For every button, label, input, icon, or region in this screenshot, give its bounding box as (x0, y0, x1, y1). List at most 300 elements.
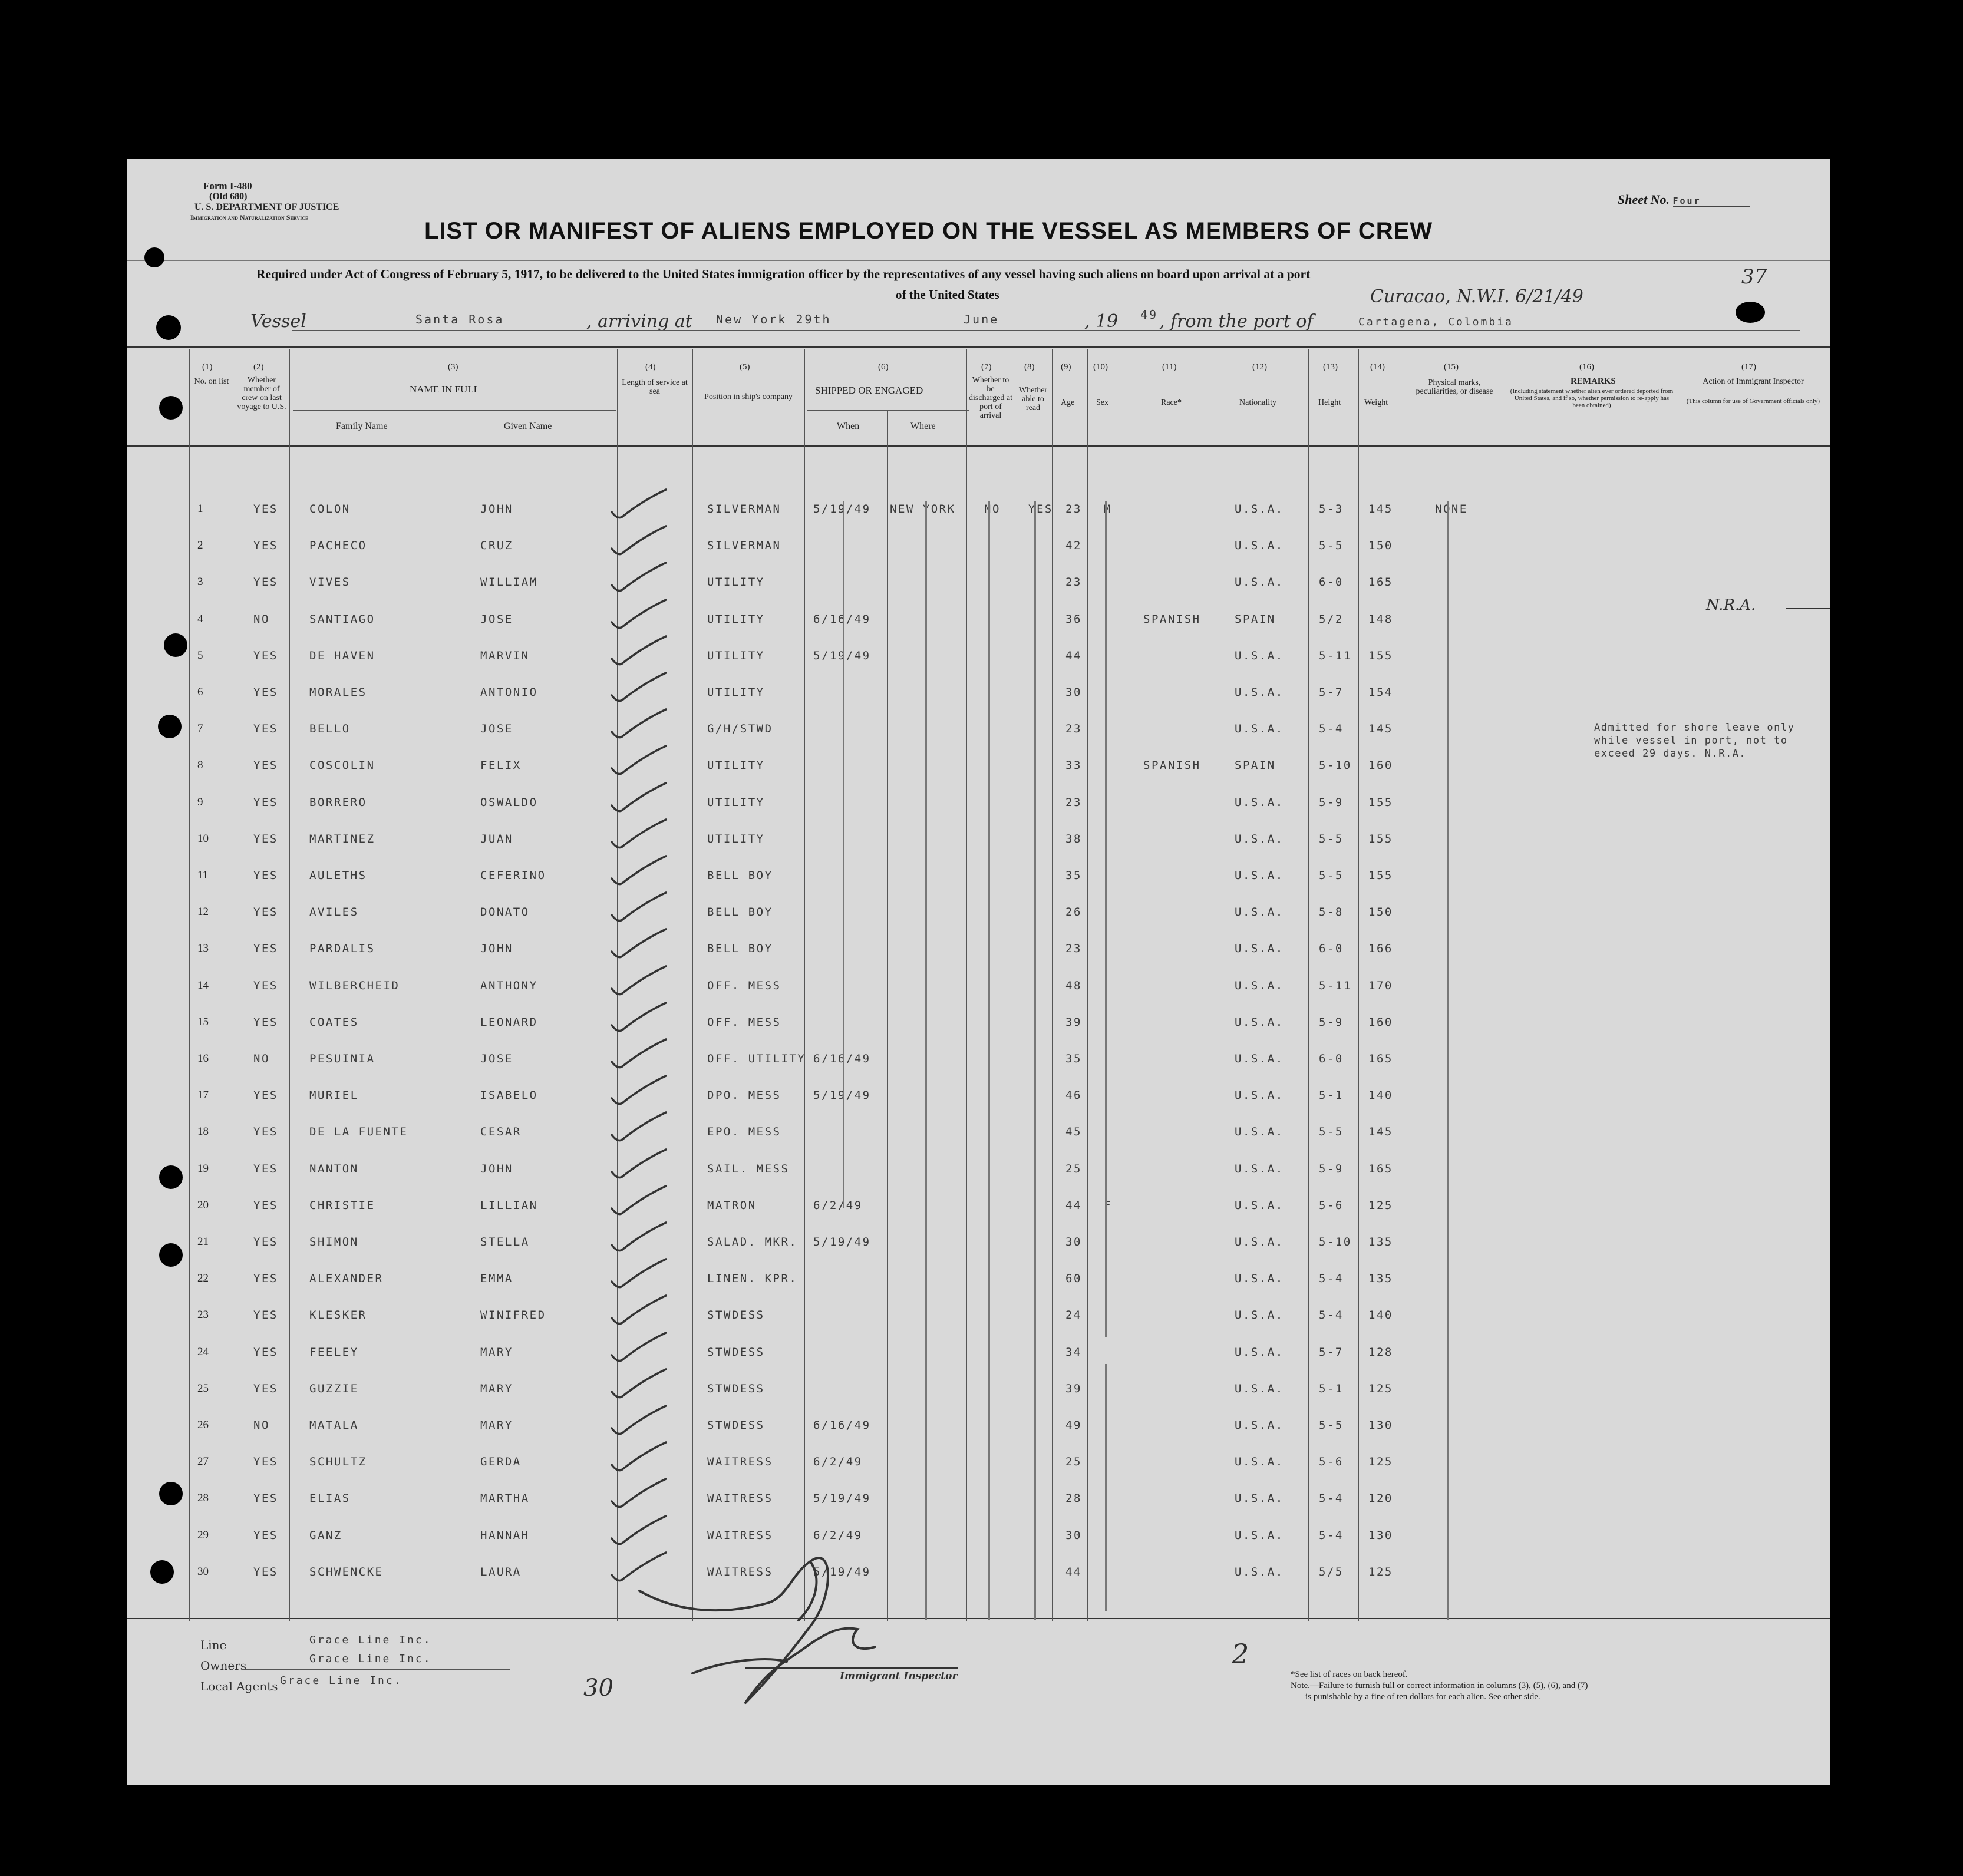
table-row (127, 1011, 1830, 1035)
table-row (127, 1194, 1830, 1218)
row-family-name: GANZ (309, 1528, 342, 1542)
row-position: SILVERMAN (707, 539, 781, 553)
header-c12-num: (12) (1252, 362, 1267, 372)
row-given-name: ANTHONY (480, 979, 538, 992)
vessel-label: Vessel (250, 311, 306, 332)
row-race: SPANISH (1143, 759, 1201, 772)
from-port-handwritten: Curacao, N.W.I. 6/21/49 (1370, 286, 1583, 307)
row-weight: 145 (1368, 503, 1393, 516)
row-position: SALAD. MKR. (707, 1236, 798, 1249)
row-shipped-when: 5/19/49 (813, 649, 871, 662)
row-prev-voyage: YES (253, 1162, 278, 1175)
row-weight: 155 (1368, 832, 1393, 845)
header-c10-num: (10) (1093, 362, 1108, 372)
form-department: U. S. DEPARTMENT OF JUSTICE (194, 202, 339, 212)
row-weight: 154 (1368, 686, 1393, 699)
row-height: 5-4 (1319, 1528, 1344, 1542)
row-shipped-when: 6/16/49 (813, 1052, 871, 1065)
row-number: 22 (197, 1272, 209, 1285)
row-number: 8 (197, 759, 203, 772)
punch-hole (159, 1243, 183, 1267)
row-position: UTILITY (707, 832, 765, 845)
row-family-name: ELIAS (309, 1492, 351, 1505)
row-shipped-when: 6/2/49 (813, 1198, 863, 1212)
row-number: 24 (197, 1345, 209, 1358)
row-nationality: U.S.A. (1235, 979, 1284, 992)
table-row (127, 1231, 1830, 1254)
check-mark-icon (607, 781, 672, 816)
row-weight: 165 (1368, 576, 1393, 589)
header-c2-num: (2) (253, 362, 264, 372)
table-row (127, 1561, 1830, 1584)
table-row (127, 975, 1830, 998)
row-age: 44 (1065, 649, 1082, 662)
footer-agents-label: Local Agents (200, 1679, 278, 1693)
row-shipped-when: 6/16/49 (813, 612, 871, 626)
row-family-name: DE HAVEN (309, 649, 375, 662)
row-number: 18 (197, 1125, 209, 1138)
header-c5: Position in ship's company (704, 392, 793, 401)
row-nationality: U.S.A. (1235, 1052, 1284, 1065)
row-height: 5-1 (1319, 1089, 1344, 1102)
row-shipped-when: 5/19/49 (813, 1492, 871, 1505)
row-age: 39 (1065, 1382, 1082, 1395)
row-number: 2 (197, 539, 203, 552)
header-c16-note: (Including statement whether alien ever ordered deported from United States, and if so, whether permission to re-apply has been obtained) (1510, 388, 1674, 409)
row-family-name: BORRERO (309, 795, 367, 809)
row-given-name: FELIX (480, 759, 522, 772)
row-nationality: U.S.A. (1235, 869, 1284, 882)
check-mark-icon (607, 1074, 672, 1109)
row-shipped-when: 5/19/49 (813, 503, 871, 516)
row-nationality: U.S.A. (1235, 1528, 1284, 1542)
sheet-value: Four (1673, 196, 1750, 207)
row-height: 5-4 (1319, 1492, 1344, 1505)
check-mark-icon (607, 1293, 672, 1329)
row-weight: 165 (1368, 1162, 1393, 1175)
row-given-name: JOSE (480, 612, 513, 626)
row-age: 23 (1065, 722, 1082, 736)
row-height: 5-9 (1319, 795, 1344, 809)
row-given-name: JOHN (480, 503, 513, 516)
row-nationality: U.S.A. (1235, 1089, 1284, 1102)
subtitle-line1: Required under Act of Congress of February 5, 1917, to be delivered to the United States immigration officer by the representatives of any vessel having such aliens on board upon arrival at a port (256, 267, 1311, 281)
row-number: 15 (197, 1015, 209, 1028)
row-height: 5-7 (1319, 1345, 1344, 1359)
header-c7: Whether to be discharged at port of arrival (969, 376, 1012, 420)
row-number: 23 (197, 1309, 209, 1322)
row-position: OFF. MESS (707, 979, 781, 992)
table-row (127, 534, 1830, 558)
row-family-name: COATES (309, 1015, 359, 1029)
manifest-sheet (127, 159, 1830, 1785)
row-age: 30 (1065, 1528, 1082, 1542)
table-row (127, 1414, 1830, 1438)
row-height: 5/2 (1319, 612, 1344, 626)
row-number: 11 (197, 869, 209, 881)
row-prev-voyage: YES (253, 1089, 278, 1102)
row-family-name: MORALES (309, 686, 367, 699)
check-mark-icon (607, 487, 672, 523)
row-weight: 150 (1368, 539, 1393, 553)
row-family-name: PARDALIS (309, 942, 375, 956)
check-mark-icon (607, 744, 672, 779)
page-mark: 37 (1741, 265, 1767, 289)
row-position: UTILITY (707, 649, 765, 662)
row-family-name: NANTON (309, 1162, 359, 1175)
table-row (127, 864, 1830, 888)
check-mark-icon (607, 707, 672, 742)
row-weight: 130 (1368, 1528, 1393, 1542)
header-c1-num: (1) (202, 362, 213, 372)
footer-note-penalty-2: is punishable by a fine of ten dollars for each alien. See other side. (1305, 1692, 1540, 1702)
row-family-name: VIVES (309, 576, 351, 589)
row-position: OFF. UTILITY (707, 1052, 806, 1065)
row-height: 5-8 (1319, 906, 1344, 919)
row-nationality: U.S.A. (1235, 722, 1284, 736)
header-c5-num: (5) (740, 362, 750, 372)
row-prev-voyage: YES (253, 1015, 278, 1029)
row-age: 23 (1065, 576, 1082, 589)
header-c8-num: (8) (1024, 362, 1035, 372)
row-prev-voyage: YES (253, 942, 278, 956)
row-prev-voyage: NO (253, 1419, 270, 1432)
table-row (127, 754, 1830, 778)
check-mark-icon (607, 1037, 672, 1072)
row-prev-voyage: YES (253, 906, 278, 919)
check-mark-icon (607, 927, 672, 962)
row-given-name: MARY (480, 1345, 513, 1359)
row-height: 5-10 (1319, 1236, 1352, 1249)
row-number: 19 (197, 1162, 209, 1175)
table-row (127, 791, 1830, 815)
table-row (127, 1121, 1830, 1144)
row-number: 29 (197, 1528, 209, 1541)
table-row (127, 1524, 1830, 1548)
table-row (127, 1084, 1830, 1108)
row-height: 6-0 (1319, 576, 1344, 589)
header-given-name: Given Name (504, 421, 552, 431)
row-weight: 140 (1368, 1089, 1393, 1102)
header-c4: Length of service at sea (622, 378, 688, 396)
row-physical-marks: NONE (1435, 503, 1468, 516)
footer-count-handwritten: 30 (583, 1674, 613, 1702)
header-c1: No. on list (194, 377, 229, 386)
row-height: 5-5 (1319, 539, 1344, 553)
check-mark-icon (607, 1257, 672, 1292)
row-nationality: U.S.A. (1235, 576, 1284, 589)
row-age: 30 (1065, 686, 1082, 699)
row-age: 33 (1065, 759, 1082, 772)
row-family-name: COSCOLIN (309, 759, 375, 772)
row-family-name: SCHWENCKE (309, 1565, 384, 1578)
check-mark-icon (607, 1184, 672, 1219)
sheet-number (1618, 192, 1750, 207)
header-c14: Weight (1364, 398, 1388, 407)
check-mark-icon (607, 1403, 672, 1439)
row-height: 6-0 (1319, 1052, 1344, 1065)
arriving-label: , arriving at (586, 311, 692, 332)
row-family-name: COLON (309, 503, 351, 516)
header-c2: Whether member of crew on last voyage to U.S. (237, 376, 286, 411)
row-prev-voyage: NO (253, 612, 270, 626)
row-nationality: U.S.A. (1235, 906, 1284, 919)
check-mark-icon (607, 1110, 672, 1145)
row-prev-voyage: YES (253, 649, 278, 662)
row-position: SILVERMAN (707, 503, 781, 516)
check-mark-icon (607, 671, 672, 706)
row-shipped-when: 5/19/49 (813, 1565, 871, 1578)
row-weight: 128 (1368, 1345, 1393, 1359)
row-shipped-where: NEW YORK (890, 503, 956, 516)
check-mark-icon (607, 597, 672, 633)
inspector-signature (634, 1526, 940, 1720)
row-position: OFF. MESS (707, 1015, 781, 1029)
row-weight: 155 (1368, 649, 1393, 662)
row-nationality: U.S.A. (1235, 942, 1284, 956)
header-c17-note: (This column for use of Government officials only) (1686, 398, 1820, 405)
row-height: 5-11 (1319, 649, 1352, 662)
row-number: 26 (197, 1419, 209, 1431)
row-family-name: MURIEL (309, 1089, 359, 1102)
row-number: 3 (197, 576, 203, 589)
row-given-name: MARY (480, 1382, 513, 1395)
header-c4-num: (4) (645, 362, 656, 372)
table-row (127, 1378, 1830, 1401)
row-age: 49 (1065, 1419, 1082, 1432)
row-given-name: ANTONIO (480, 686, 538, 699)
row-age: 23 (1065, 503, 1082, 516)
row-age: 38 (1065, 832, 1082, 845)
row-prev-voyage: YES (253, 795, 278, 809)
check-mark-icon (607, 817, 672, 853)
row-height: 5-10 (1319, 759, 1352, 772)
row-given-name: GERDA (480, 1455, 522, 1469)
row-age: 46 (1065, 1089, 1082, 1102)
year-prefix: , 19 (1084, 311, 1119, 332)
row-able-to-read: YES (1028, 503, 1053, 516)
row-shipped-when: 6/16/49 (813, 1419, 871, 1432)
row-race: SPANISH (1143, 612, 1201, 626)
row-given-name: JOHN (480, 1162, 513, 1175)
row-prev-voyage: YES (253, 1492, 278, 1505)
punch-hole (144, 247, 164, 267)
row-given-name: STELLA (480, 1236, 530, 1249)
row-number: 10 (197, 832, 209, 845)
header-c3-num: (3) (448, 362, 458, 372)
row-height: 5-5 (1319, 869, 1344, 882)
row-given-name: WINIFRED (480, 1309, 546, 1322)
row-prev-voyage: YES (253, 759, 278, 772)
row-weight: 125 (1368, 1382, 1393, 1395)
punch-hole (159, 1165, 183, 1189)
row-position: STWDESS (707, 1309, 765, 1322)
header-c17-num: (17) (1741, 362, 1756, 372)
footer-mark-handwritten: 2 (1232, 1638, 1249, 1670)
row-position: BELL BOY (707, 869, 773, 882)
row-age: 25 (1065, 1455, 1082, 1469)
row-family-name: GUZZIE (309, 1382, 359, 1395)
row-height: 5-6 (1319, 1198, 1344, 1212)
header-c16-num: (16) (1579, 362, 1594, 372)
row-age: 30 (1065, 1236, 1082, 1249)
row-nationality: U.S.A. (1235, 1125, 1284, 1139)
row-weight: 155 (1368, 795, 1393, 809)
row-family-name: SCHULTZ (309, 1455, 367, 1469)
row-prev-voyage: YES (253, 686, 278, 699)
row-weight: 170 (1368, 979, 1393, 992)
row-number: 9 (197, 795, 203, 808)
row-given-name: JOSE (480, 722, 513, 736)
row-given-name: JUAN (480, 832, 513, 845)
arrival-month: June (964, 312, 999, 326)
row-position: SAIL. MESS (707, 1162, 790, 1175)
row-prev-voyage: YES (253, 576, 278, 589)
row-height: 6-0 (1319, 942, 1344, 956)
action-mark: N.R.A. (1706, 596, 1756, 614)
row-position: STWDESS (707, 1345, 765, 1359)
table-row (127, 1451, 1830, 1474)
row-number: 6 (197, 686, 203, 698)
row-age: 28 (1065, 1492, 1082, 1505)
row-number: 27 (197, 1455, 209, 1468)
footer-line-label: Line (200, 1638, 227, 1652)
row-position: G/H/STWD (707, 722, 773, 736)
row-number: 21 (197, 1236, 209, 1248)
row-position: BELL BOY (707, 942, 773, 956)
footer-owners-label: Owners (200, 1659, 247, 1673)
row-height: 5-1 (1319, 1382, 1344, 1395)
vessel-name: Santa Rosa (415, 312, 504, 326)
row-prev-voyage: YES (253, 1455, 278, 1469)
row-sex: F (1104, 1198, 1112, 1212)
row-given-name: JOHN (480, 942, 513, 956)
header-c6: SHIPPED OR ENGAGED (815, 385, 923, 396)
row-prev-voyage: YES (253, 1309, 278, 1322)
row-family-name: CHRISTIE (309, 1198, 375, 1212)
subtitle-line2: of the United States (896, 288, 999, 302)
header-family-name: Family Name (336, 421, 388, 431)
row-prev-voyage: YES (253, 979, 278, 992)
year-suffix: 49 (1140, 308, 1159, 322)
row-age: 24 (1065, 1309, 1082, 1322)
row-age: 45 (1065, 1125, 1082, 1139)
row-age: 39 (1065, 1015, 1082, 1029)
row-age: 34 (1065, 1345, 1082, 1359)
check-mark-icon (607, 1367, 672, 1402)
row-prev-voyage: YES (253, 539, 278, 553)
table-row (127, 1048, 1830, 1071)
row-given-name: MARTHA (480, 1492, 530, 1505)
row-prev-voyage: YES (253, 1272, 278, 1286)
remarks-line-1: Admitted for shore leave only (1594, 722, 1795, 734)
row-family-name: AULETHS (309, 869, 367, 882)
row-nationality: U.S.A. (1235, 1236, 1284, 1249)
table-row (127, 571, 1830, 594)
row-weight: 155 (1368, 869, 1393, 882)
row-prev-voyage: NO (253, 1052, 270, 1065)
row-height: 5-11 (1319, 979, 1352, 992)
check-mark-icon (607, 1000, 672, 1036)
row-weight: 166 (1368, 942, 1393, 956)
row-shipped-when: 5/19/49 (813, 1089, 871, 1102)
row-weight: 140 (1368, 1309, 1393, 1322)
check-mark-icon (607, 1477, 672, 1512)
check-mark-icon (607, 1330, 672, 1366)
row-given-name: JOSE (480, 1052, 513, 1065)
row-family-name: MATALA (309, 1419, 359, 1432)
header-c13: Height (1318, 398, 1341, 407)
row-position: LINEN. KPR. (707, 1272, 798, 1286)
row-shipped-when: 6/2/49 (813, 1455, 863, 1469)
header-c14-num: (14) (1370, 362, 1385, 372)
row-nationality: U.S.A. (1235, 649, 1284, 662)
row-given-name: MARVIN (480, 649, 530, 662)
row-prev-voyage: YES (253, 1236, 278, 1249)
row-weight: 148 (1368, 612, 1393, 626)
row-number: 4 (197, 612, 203, 625)
row-family-name: FEELEY (309, 1345, 359, 1359)
table-row (127, 608, 1830, 632)
row-number: 12 (197, 906, 209, 919)
row-nationality: U.S.A. (1235, 1272, 1284, 1286)
row-weight: 125 (1368, 1198, 1393, 1212)
row-height: 5-5 (1319, 1125, 1344, 1139)
row-position: WAITRESS (707, 1492, 773, 1505)
punch-hole (164, 633, 187, 657)
row-nationality: U.S.A. (1235, 1492, 1284, 1505)
row-age: 44 (1065, 1198, 1082, 1212)
row-height: 5-6 (1319, 1455, 1344, 1469)
row-nationality: U.S.A. (1235, 1419, 1284, 1432)
row-position: UTILITY (707, 576, 765, 589)
row-position: WAITRESS (707, 1455, 773, 1469)
header-c8: Whether able to read (1018, 386, 1048, 412)
row-height: 5-9 (1319, 1015, 1344, 1029)
table-row (127, 1487, 1830, 1511)
header-c15-num: (15) (1444, 362, 1459, 372)
row-number: 20 (197, 1198, 209, 1211)
row-number: 16 (197, 1052, 209, 1065)
check-mark-icon (607, 964, 672, 999)
row-age: 36 (1065, 612, 1082, 626)
row-given-name: LILLIAN (480, 1198, 538, 1212)
row-age: 23 (1065, 942, 1082, 956)
row-number: 30 (197, 1565, 209, 1578)
form-service: Immigration and Naturalization Service (190, 213, 309, 222)
row-age: 42 (1065, 539, 1082, 553)
row-position: EPO. MESS (707, 1125, 781, 1139)
row-family-name: SHIMON (309, 1236, 359, 1249)
row-weight: 120 (1368, 1492, 1393, 1505)
row-prev-voyage: YES (253, 1565, 278, 1578)
check-mark-icon (607, 854, 672, 889)
row-nationality: SPAIN (1235, 612, 1276, 626)
row-age: 44 (1065, 1565, 1082, 1578)
table-row (127, 681, 1830, 705)
header-c17: Action of Immigrant Inspector (1703, 377, 1804, 386)
row-given-name: CRUZ (480, 539, 513, 553)
punch-hole (159, 396, 183, 420)
row-family-name: WILBERCHEID (309, 979, 400, 992)
form-old-number: (Old 680) (209, 191, 248, 202)
check-mark-icon (607, 524, 672, 559)
header-c11-num: (11) (1162, 362, 1177, 372)
check-mark-icon (607, 1440, 672, 1475)
check-mark-icon (607, 1147, 672, 1183)
row-height: 5-4 (1319, 1272, 1344, 1286)
header-c11: Race* (1161, 398, 1182, 407)
